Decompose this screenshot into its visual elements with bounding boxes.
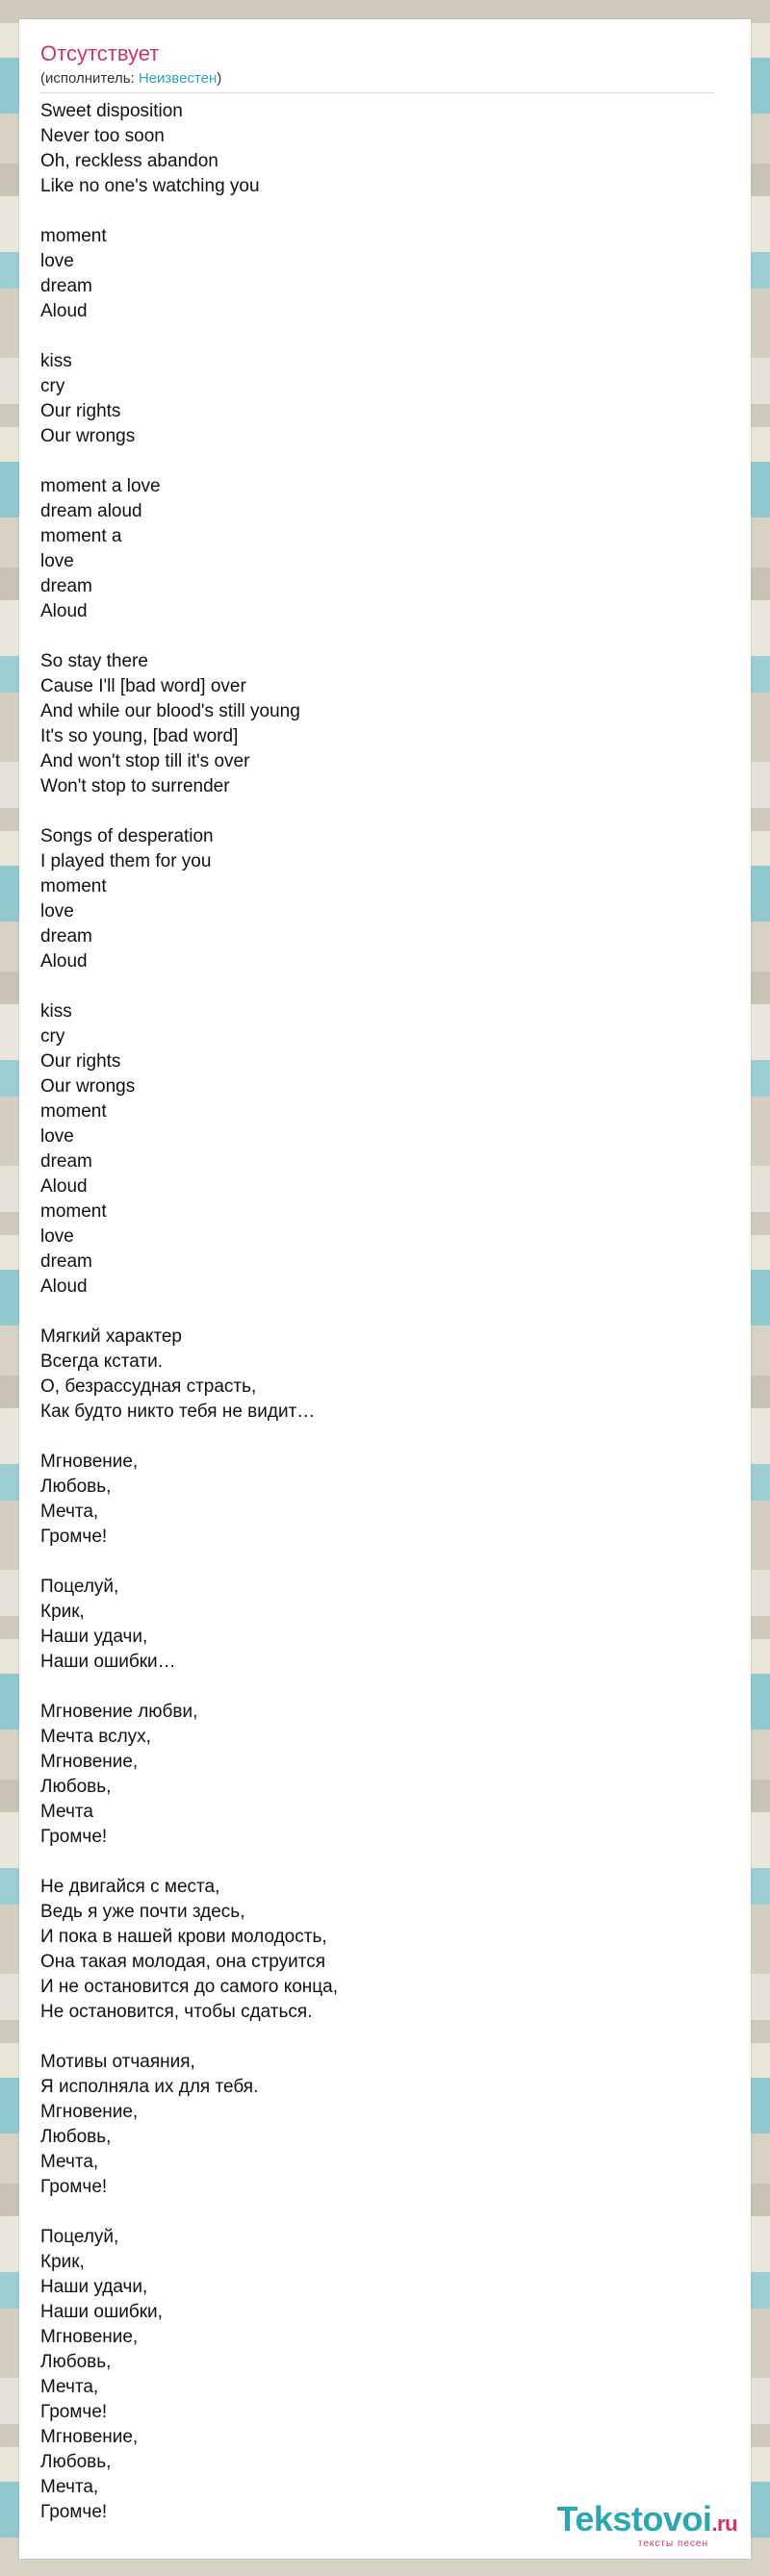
lyrics-stanza: Мгновение, Любовь, Мечта, Громче! [40, 1452, 139, 1547]
artist-prefix: (исполнитель: [40, 70, 139, 87]
lyrics-stanza: Поцелуй, Крик, Наши удачи, Наши ошибки… [40, 1577, 176, 1672]
lyrics-stanza: Sweet disposition Never too soon Oh, reckless abandon Like no one's watching you [40, 101, 260, 196]
lyrics-stanza: Поцелуй, Крик, Наши удачи, Наши ошибки, Мгновение, Любовь, Мечта, Громче! Мгновение, Любовь, Мечта, Громче! [40, 2227, 163, 2522]
lyrics-stanza: moment a love dream aloud moment a love dream Aloud [40, 476, 161, 621]
artist-line [40, 69, 221, 88]
lyrics-card [19, 19, 751, 2559]
lyrics-text [40, 99, 714, 2525]
lyrics-stanza: kiss cry Our rights Our wrongs moment love dream Aloud moment love dream Aloud [40, 1001, 136, 1297]
lyrics-stanza: Мотивы отчаяния, Я исполняла их для тебя. Мгновение, Любовь, Мечта, Громче! [40, 2052, 259, 2197]
logo-wordmark [557, 2501, 738, 2542]
artist-link[interactable]: Неизвестен [138, 70, 218, 87]
logo-tagline: тексты песен [637, 2538, 708, 2549]
lyrics-stanza: Songs of desperation I played them for you moment love dream Aloud [40, 826, 214, 972]
lyrics-stanza: Не двигайся с места, Ведь я уже почти здесь, И пока в нашей крови молодость, Она такая молодая, она струится И не остановится до самого конца, Не остановится, чтобы сдаться. [40, 1877, 339, 2022]
lyrics-stanza: Мгновение любви, Мечта вслух, Мгновение, Любовь, Мечта Громче! [40, 1702, 198, 1847]
tekstovoi-logo[interactable] [557, 2501, 738, 2549]
song-title: Отсутствует [40, 41, 160, 65]
logo-tld: .ru [711, 2512, 737, 2536]
lyrics-stanza: Мягкий характер Всегда кстати. О, безрассудная страсть, Как будто никто тебя не видит… [40, 1326, 316, 1422]
lyrics-stanza: moment love dream Aloud [40, 226, 107, 321]
logo-name: Tekstovoi [556, 2499, 712, 2538]
header-divider [40, 92, 714, 93]
lyrics-stanza: So stay there Cause I'll [bad word] over And while our blood's still young It's so young, [bad word] And won't stop till it's over Won't stop to surrender [40, 651, 300, 796]
artist-suffix: ) [217, 70, 222, 87]
lyrics-stanza: kiss cry Our rights Our wrongs [40, 351, 136, 446]
